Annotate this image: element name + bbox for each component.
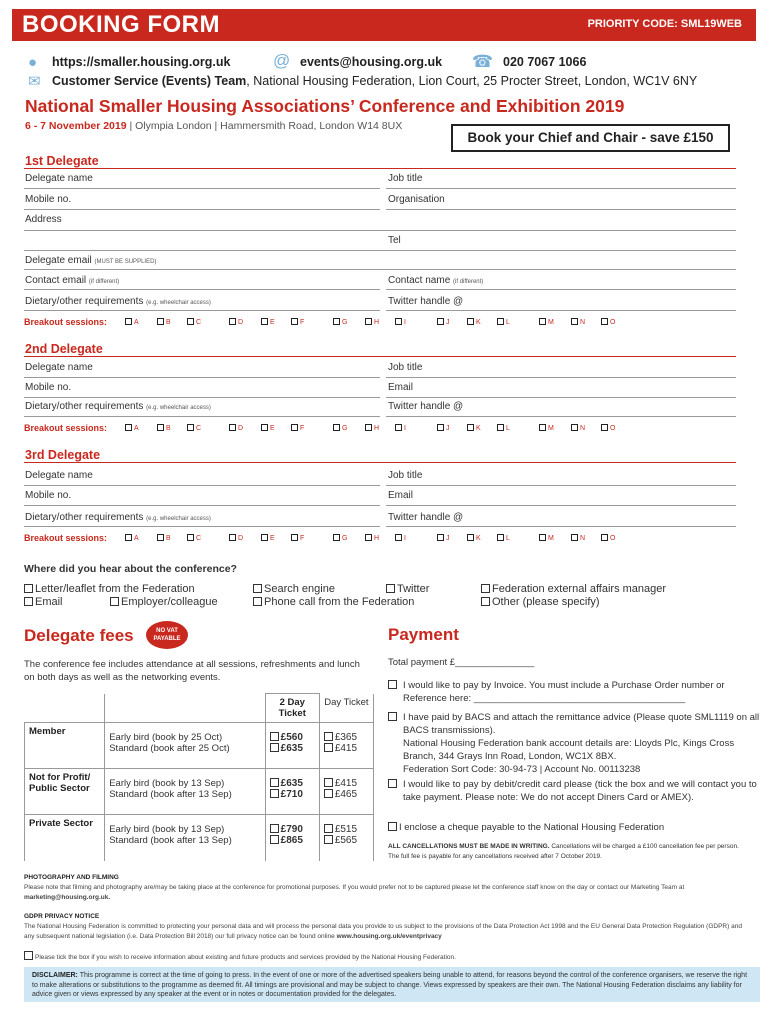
hear-option-twitter[interactable]: Twitter — [386, 583, 429, 595]
payment-heading: Payment — [388, 625, 459, 644]
breakout-option[interactable] — [333, 534, 347, 542]
fee-category: Member — [25, 723, 105, 769]
breakout-option-label: A — [134, 425, 139, 432]
breakout-option-label: E — [270, 425, 275, 432]
d1-org-field[interactable] — [386, 209, 736, 210]
fee-2day-prices[interactable]: £635 £710 — [265, 769, 319, 815]
breakout-option-label: N — [580, 319, 586, 326]
breakout-option[interactable] — [365, 318, 379, 326]
fee-2day-prices[interactable]: £790 £865 — [265, 815, 319, 861]
breakout-option-label: N — [580, 425, 586, 432]
checkbox[interactable] — [365, 318, 372, 325]
d1-contact-email-label: Contact email (if different) — [25, 275, 120, 286]
delegate-1-heading: 1st Delegate — [25, 154, 99, 168]
breakout-option-label: C — [196, 535, 202, 542]
email-link[interactable]: events@housing.org.uk — [300, 55, 443, 69]
divider — [24, 168, 736, 169]
phone-number: 020 7067 1066 — [503, 55, 587, 69]
breakout-option-label: E — [270, 535, 275, 542]
delegate-2-heading: 2nd Delegate — [25, 342, 103, 356]
d1-dietary-field[interactable] — [24, 310, 380, 311]
breakout-option[interactable] — [157, 534, 171, 542]
pay-card-option[interactable]: I would like to pay by debit/credit card please (tick the box and we will contact you to take payment. Please note: We do not accept Diners Card or AMEX). — [388, 778, 760, 804]
breakout-option[interactable] — [539, 318, 554, 326]
header-bar — [12, 9, 756, 41]
conference-date: 6 - 7 November 2019 | Olympia London | Hammersmith Road, London W14 8UX — [25, 120, 403, 132]
checkbox[interactable] — [270, 743, 279, 752]
d2-email-field[interactable] — [386, 397, 736, 398]
breakout-option[interactable] — [291, 318, 304, 326]
breakout-option[interactable] — [333, 318, 347, 326]
divider — [24, 462, 736, 463]
checkbox[interactable] — [187, 318, 194, 325]
checkbox[interactable] — [467, 534, 474, 541]
website-link[interactable]: https://smaller.housing.org.uk — [52, 55, 231, 69]
breakout-option-label: H — [374, 425, 380, 432]
d3-twitter-field[interactable] — [386, 526, 736, 527]
breakout-label: Breakout sessions: — [24, 317, 108, 327]
gdpr-heading: GDPR PRIVACY NOTICE — [24, 913, 100, 920]
checkbox[interactable] — [24, 951, 33, 960]
checkbox[interactable] — [229, 318, 236, 325]
breakout-option[interactable] — [395, 318, 406, 326]
breakout-option-label: M — [548, 535, 554, 542]
col-header-day: Day Ticket — [319, 694, 373, 723]
table-row — [25, 815, 374, 861]
breakout-option-label: C — [196, 425, 202, 432]
d2-dietary-field[interactable] — [24, 416, 380, 417]
checkbox[interactable] — [539, 534, 546, 541]
breakout-label: Breakout sessions: — [24, 423, 108, 433]
fee-periods: Early bird (book by 25 Oct) Standard (book after 25 Oct) — [105, 723, 265, 769]
d1-contact-name-label: Contact name (if different) — [388, 275, 484, 286]
d2-twitter-label: Twitter handle @ — [388, 401, 464, 412]
table-cell — [105, 694, 265, 723]
checkbox[interactable] — [601, 534, 608, 541]
d3-job-field[interactable] — [386, 485, 736, 486]
fee-category: Private Sector — [25, 815, 105, 861]
d3-dietary-label: Dietary/other requirements (e.g. wheelchair access) — [25, 512, 211, 523]
breakout-option[interactable] — [467, 424, 481, 432]
pay-cheque-option[interactable]: I enclose a cheque payable to the National Housing Federation — [388, 821, 760, 834]
breakout-option-label: B — [166, 425, 171, 432]
breakout-option[interactable] — [437, 424, 450, 432]
breakout-option-label: L — [506, 425, 510, 432]
checkbox[interactable] — [539, 318, 546, 325]
breakout-label: Breakout sessions: — [24, 533, 108, 543]
checkbox[interactable] — [270, 778, 279, 787]
checkbox[interactable] — [24, 597, 33, 606]
photo-text: Please note that filming and photography are/may be taking place at the conference for promotional purposes. If you would prefer not to be captured please let the conference staff know on the day or contact our Marketing Team at marketing@housing.org.uk. — [24, 884, 685, 901]
breakout-option-label: D — [238, 535, 244, 542]
checkbox[interactable] — [388, 779, 397, 788]
checkbox[interactable] — [467, 318, 474, 325]
checkbox[interactable] — [539, 424, 546, 431]
breakout-option[interactable] — [229, 534, 243, 542]
breakout-option[interactable] — [125, 424, 139, 432]
d2-mobile-field[interactable] — [24, 397, 380, 398]
checkbox[interactable] — [324, 743, 333, 752]
col-header-2day: 2 Day Ticket — [265, 694, 319, 723]
checkbox[interactable] — [481, 597, 490, 606]
checkbox[interactable] — [157, 534, 164, 541]
breakout-option[interactable] — [157, 424, 171, 432]
breakout-option[interactable] — [333, 424, 347, 432]
hear-option-phone[interactable]: Phone call from the Federation — [253, 596, 414, 608]
checkbox[interactable] — [497, 534, 504, 541]
breakout-option[interactable] — [571, 534, 585, 542]
d1-email-field[interactable] — [24, 269, 736, 270]
breakout-option-label: M — [548, 425, 554, 432]
d1-mobile-field[interactable] — [24, 209, 380, 210]
table-cell — [25, 694, 105, 723]
gdpr-text: The National Housing Federation is committed to protecting your personal data and will process the personal data you provide to us subject to the provisions of the Data Protection Act 1998 and the EU General Data Protection Regulation (GDPR) and any subsequent national legislation (i.e. Data Protection Bill 2018) our full privacy notice can be found online www.housing.org.uk/eventprivacy — [24, 923, 742, 940]
breakout-option-label: J — [446, 535, 450, 542]
no-vat-badge: NO VAT PAYABLE — [146, 621, 188, 649]
checkbox[interactable] — [395, 424, 402, 431]
breakout-option[interactable] — [437, 534, 450, 542]
breakout-option-label: C — [196, 319, 202, 326]
checkbox[interactable] — [291, 318, 298, 325]
d3-email-label: Email — [388, 490, 414, 501]
breakout-option[interactable] — [571, 424, 585, 432]
priority-code: PRIORITY CODE: SML19WEB — [587, 18, 742, 30]
checkbox[interactable] — [270, 835, 279, 844]
breakout-option[interactable] — [497, 534, 510, 542]
d1-tel-field[interactable] — [24, 250, 736, 251]
gdpr-optin[interactable]: Please tick the box if you wish to receive information about existing and future products and services provided by the National Housing Federation. — [24, 951, 744, 963]
breakout-option[interactable] — [291, 534, 304, 542]
disclaimer-box: DISCLAIMER: This programme is correct at the time of going to press. In the event of one or more of the advertised speakers being unable to attend, for reasons beyond the control of the conference organisers, we reserve the right to make alterations or substitutions to the programme as deemed fit. All timings are provisional and may be subject to change. Views expressed by speakers are their own. The National Housing Federation disclaims any liability for advice given or views expressed by any speaker at the event or in notes or documentation provided for the delegates. — [24, 967, 760, 1002]
checkbox[interactable] — [261, 424, 268, 431]
breakout-option-label: I — [404, 425, 406, 432]
postal-address: Customer Service (Events) Team, National Housing Federation, Lion Court, 25 Procter Street, London, WC1V 6NY — [52, 74, 698, 88]
fee-day-prices[interactable]: £515 £565 — [319, 815, 373, 861]
checkbox[interactable] — [333, 424, 340, 431]
checkbox[interactable] — [388, 680, 397, 689]
d1-tel-label: Tel — [388, 235, 401, 246]
checkbox[interactable] — [187, 424, 194, 431]
photo-heading: PHOTOGRAPHY AND FILMING — [24, 874, 119, 881]
breakout-option[interactable] — [125, 534, 139, 542]
hear-option-letter[interactable]: Letter/leaflet from the Federation — [24, 583, 195, 595]
checkbox[interactable] — [571, 424, 578, 431]
breakout-option[interactable] — [467, 534, 481, 542]
d1-job-label: Job title — [388, 173, 423, 184]
checkbox[interactable] — [437, 318, 444, 325]
table-header-row — [25, 694, 374, 723]
checkbox[interactable] — [270, 824, 279, 833]
divider — [24, 356, 736, 357]
breakout-option[interactable] — [395, 424, 406, 432]
breakout-option-label: O — [610, 535, 616, 542]
breakout-option-label: B — [166, 535, 171, 542]
checkbox[interactable] — [324, 732, 333, 741]
checkbox[interactable] — [110, 597, 119, 606]
d3-dietary-field[interactable] — [24, 526, 380, 527]
d1-address-label: Address — [25, 214, 62, 225]
d2-twitter-field[interactable] — [386, 416, 736, 417]
d1-breakout-row — [24, 317, 616, 327]
privacy-link[interactable]: www.housing.org.uk/eventprivacy — [336, 933, 442, 940]
delegate-3-heading: 3rd Delegate — [25, 448, 101, 462]
breakout-option[interactable] — [395, 534, 406, 542]
breakout-option-label: M — [548, 319, 554, 326]
checkbox[interactable] — [270, 732, 279, 741]
d1-twitter-field[interactable] — [386, 310, 736, 311]
checkbox[interactable] — [324, 835, 333, 844]
d1-name-field[interactable] — [24, 188, 380, 189]
checkbox[interactable] — [333, 534, 340, 541]
fees-table — [24, 693, 374, 861]
breakout-option-label: I — [404, 319, 406, 326]
hear-option-email[interactable]: Email — [24, 596, 63, 608]
checkbox[interactable] — [601, 318, 608, 325]
breakout-option-label: G — [342, 425, 348, 432]
breakout-option[interactable] — [497, 318, 510, 326]
breakout-option[interactable] — [601, 318, 615, 326]
breakout-option-label: O — [610, 425, 616, 432]
d3-name-field[interactable] — [24, 485, 380, 486]
fee-periods: Early bird (book by 13 Sep) Standard (book after 13 Sep) — [105, 815, 265, 861]
breakout-option-label: A — [134, 319, 139, 326]
d2-job-field[interactable] — [386, 377, 736, 378]
breakout-option[interactable] — [571, 318, 585, 326]
breakout-option-label: K — [476, 319, 481, 326]
checkbox[interactable] — [125, 318, 132, 325]
checkbox[interactable] — [467, 424, 474, 431]
breakout-option[interactable] — [365, 424, 379, 432]
breakout-option-label: L — [506, 319, 510, 326]
breakout-option-label: J — [446, 319, 450, 326]
checkbox[interactable] — [229, 424, 236, 431]
d1-twitter-label: Twitter handle @ — [388, 296, 464, 307]
table-row — [25, 769, 374, 815]
breakout-option[interactable] — [291, 424, 304, 432]
d1-mobile-label: Mobile no. — [25, 194, 72, 205]
breakout-option-label: H — [374, 535, 380, 542]
breakout-option-label: I — [404, 535, 406, 542]
breakout-option[interactable] — [467, 318, 481, 326]
checkbox[interactable] — [333, 318, 340, 325]
phone-icon: ☎ — [472, 52, 494, 71]
d1-contact-email-field[interactable] — [24, 289, 380, 290]
checkbox[interactable] — [291, 534, 298, 541]
promo-box: Book your Chief and Chair - save £150 — [451, 124, 730, 152]
d3-twitter-label: Twitter handle @ — [388, 512, 464, 523]
breakout-option-label: K — [476, 535, 481, 542]
fee-day-prices[interactable]: £415 £465 — [319, 769, 373, 815]
checkbox[interactable] — [437, 534, 444, 541]
checkbox[interactable] — [497, 424, 504, 431]
d2-email-label: Email — [388, 382, 414, 393]
d2-breakout-row — [24, 423, 616, 433]
breakout-option[interactable] — [229, 424, 243, 432]
breakout-option[interactable] — [601, 424, 615, 432]
breakout-option-label: G — [342, 319, 348, 326]
breakout-option[interactable] — [497, 424, 510, 432]
checkbox[interactable] — [388, 712, 397, 721]
checkbox[interactable] — [571, 318, 578, 325]
envelope-icon: ✉ — [28, 73, 41, 90]
breakout-option[interactable] — [187, 318, 201, 326]
d3-mobile-field[interactable] — [24, 505, 380, 506]
breakout-option-label: L — [506, 535, 510, 542]
d3-email-field[interactable] — [386, 505, 736, 506]
breakout-option[interactable] — [157, 318, 171, 326]
fee-periods: Early bird (book by 13 Sep) Standard (book after 13 Sep) — [105, 769, 265, 815]
breakout-option-label: B — [166, 319, 171, 326]
checkbox[interactable] — [324, 778, 333, 787]
checkbox[interactable] — [365, 424, 372, 431]
pay-bacs-option[interactable]: I have paid by BACS and attach the remittance advice (Please quote SML1119 on all BACS transmissions). National Housing Federation bank account details are: Lloyds Plc, Kings Cross Branch, 344 Grays Inn Road, London, WC1X 8BX. Federation Sort Code: 30-94-73 | Account No. 00113238 — [388, 711, 760, 776]
d1-dietary-label: Dietary/other requirements (e.g. wheelchair access) — [25, 296, 211, 307]
breakout-option-label: F — [300, 425, 305, 432]
checkbox[interactable] — [388, 822, 397, 831]
d1-job-field[interactable] — [386, 188, 736, 189]
total-payment[interactable]: Total payment £_______________ — [388, 657, 535, 668]
checkbox[interactable] — [270, 789, 279, 798]
breakout-option-label: A — [134, 535, 139, 542]
checkbox[interactable] — [291, 424, 298, 431]
d3-breakout-row — [24, 533, 616, 543]
checkbox[interactable] — [437, 424, 444, 431]
checkbox[interactable] — [253, 597, 262, 606]
breakout-option[interactable] — [261, 424, 275, 432]
pay-invoice-option[interactable]: I would like to pay by Invoice. You must include a Purchase Order number or Reference here: ________________________________________ — [388, 679, 760, 705]
d1-address-field[interactable] — [24, 230, 736, 231]
d2-job-label: Job title — [388, 362, 423, 373]
breakout-option[interactable] — [229, 318, 243, 326]
breakout-option[interactable] — [539, 424, 554, 432]
hear-option-external-affairs[interactable]: Federation external affairs manager — [481, 583, 666, 595]
checkbox[interactable] — [497, 318, 504, 325]
marketing-email-link[interactable]: marketing@housing.org.uk. — [24, 894, 111, 901]
checkbox[interactable] — [395, 318, 402, 325]
checkbox[interactable] — [365, 534, 372, 541]
fees-heading: Delegate fees — [24, 626, 134, 645]
d2-dietary-label: Dietary/other requirements (e.g. wheelchair access) — [25, 401, 211, 412]
d3-name-label: Delegate name — [25, 470, 93, 481]
checkbox[interactable] — [261, 318, 268, 325]
checkbox[interactable] — [229, 534, 236, 541]
checkbox[interactable] — [187, 534, 194, 541]
breakout-option[interactable] — [125, 318, 139, 326]
breakout-option-label: J — [446, 425, 450, 432]
breakout-option[interactable] — [365, 534, 379, 542]
form-title: BOOKING FORM — [22, 11, 220, 38]
breakout-option-label: G — [342, 535, 348, 542]
breakout-option-label: H — [374, 319, 380, 326]
breakout-option-label: D — [238, 319, 244, 326]
d2-name-label: Delegate name — [25, 362, 93, 373]
breakout-option-label: N — [580, 535, 586, 542]
hear-option-employer[interactable]: Employer/colleague — [110, 596, 218, 608]
d2-mobile-label: Mobile no. — [25, 382, 72, 393]
checkbox[interactable] — [481, 584, 490, 593]
checkbox[interactable] — [125, 424, 132, 431]
breakout-option[interactable] — [601, 534, 615, 542]
checkbox[interactable] — [157, 424, 164, 431]
at-icon: @ — [273, 51, 291, 70]
checkbox[interactable] — [386, 584, 395, 593]
fee-day-prices[interactable]: £365 £415 — [319, 723, 373, 769]
checkbox[interactable] — [324, 789, 333, 798]
fee-2day-prices[interactable]: £560 £635 — [265, 723, 319, 769]
hear-option-search[interactable]: Search engine — [253, 583, 335, 595]
breakout-option[interactable] — [261, 534, 275, 542]
hear-option-other[interactable]: Other (please specify) — [481, 596, 600, 608]
checkbox[interactable] — [395, 534, 402, 541]
checkbox[interactable] — [253, 584, 262, 593]
breakout-option[interactable] — [261, 318, 275, 326]
table-row — [25, 723, 374, 769]
d1-org-label: Organisation — [388, 194, 445, 205]
d3-job-label: Job title — [388, 470, 423, 481]
d1-name-label: Delegate name — [25, 173, 93, 184]
checkbox[interactable] — [157, 318, 164, 325]
breakout-option-label: F — [300, 535, 305, 542]
breakout-option[interactable] — [187, 534, 201, 542]
checkbox[interactable] — [571, 534, 578, 541]
d3-mobile-label: Mobile no. — [25, 490, 72, 501]
hear-question: Where did you hear about the conference? — [24, 563, 237, 575]
checkbox[interactable] — [125, 534, 132, 541]
checkbox[interactable] — [261, 534, 268, 541]
breakout-option-label: F — [300, 319, 305, 326]
breakout-option-label: E — [270, 319, 275, 326]
fees-intro: The conference fee includes attendance at all sessions, refreshments and lunch on both days as well as the networking events. — [24, 659, 360, 683]
checkbox[interactable] — [601, 424, 608, 431]
checkbox[interactable] — [24, 584, 33, 593]
breakout-option[interactable] — [187, 424, 201, 432]
breakout-option-label: K — [476, 425, 481, 432]
breakout-option[interactable] — [539, 534, 554, 542]
breakout-option[interactable] — [437, 318, 450, 326]
d2-name-field[interactable] — [24, 377, 380, 378]
checkbox[interactable] — [324, 824, 333, 833]
globe-icon: ● — [28, 54, 38, 71]
d1-email-label: Delegate email (MUST BE SUPPLIED) — [25, 255, 157, 266]
breakout-option-label: O — [610, 319, 616, 326]
d1-contact-name-field[interactable] — [386, 289, 736, 290]
fee-category: Not for Profit/ Public Sector — [25, 769, 105, 815]
cancellation-policy: ALL CANCELLATIONS MUST BE MADE IN WRITING. Cancellations will be charged a £100 cancellation fee per person. The full fee is payable for any cancellations received after 7 October 2019. — [388, 843, 739, 860]
conference-title: National Smaller Housing Associations’ Conference and Exhibition 2019 — [25, 96, 625, 116]
breakout-option-label: D — [238, 425, 244, 432]
